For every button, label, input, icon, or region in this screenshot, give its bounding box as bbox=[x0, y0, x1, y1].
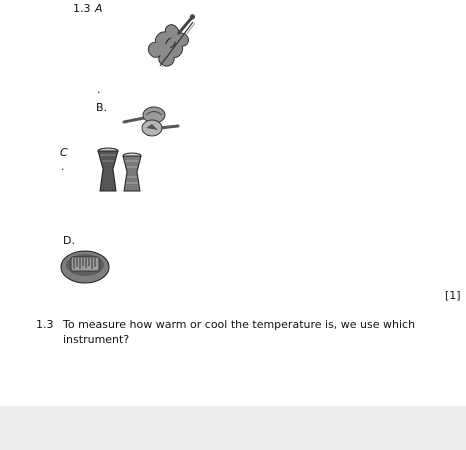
question-line-1: To measure how warm or cool the temperature is, we use which bbox=[63, 318, 416, 331]
answer-area[interactable] bbox=[0, 406, 466, 450]
question-number: 1.3 bbox=[36, 318, 54, 331]
option-a-label: A bbox=[95, 2, 103, 15]
djembe-drums-image bbox=[96, 147, 146, 193]
mbira-image bbox=[59, 249, 111, 285]
marks-label: [1] bbox=[445, 289, 461, 302]
option-c-dot: . bbox=[61, 160, 65, 173]
question-line-2: instrument? bbox=[63, 333, 130, 346]
question-number-top: 1.3 bbox=[73, 2, 91, 15]
violin-image bbox=[140, 18, 200, 70]
option-c-label: C bbox=[60, 146, 68, 159]
maracas-image bbox=[122, 104, 182, 140]
option-d-label: D. bbox=[63, 234, 75, 247]
option-b-label: B. bbox=[96, 101, 108, 114]
option-a-dot: . bbox=[97, 83, 101, 96]
